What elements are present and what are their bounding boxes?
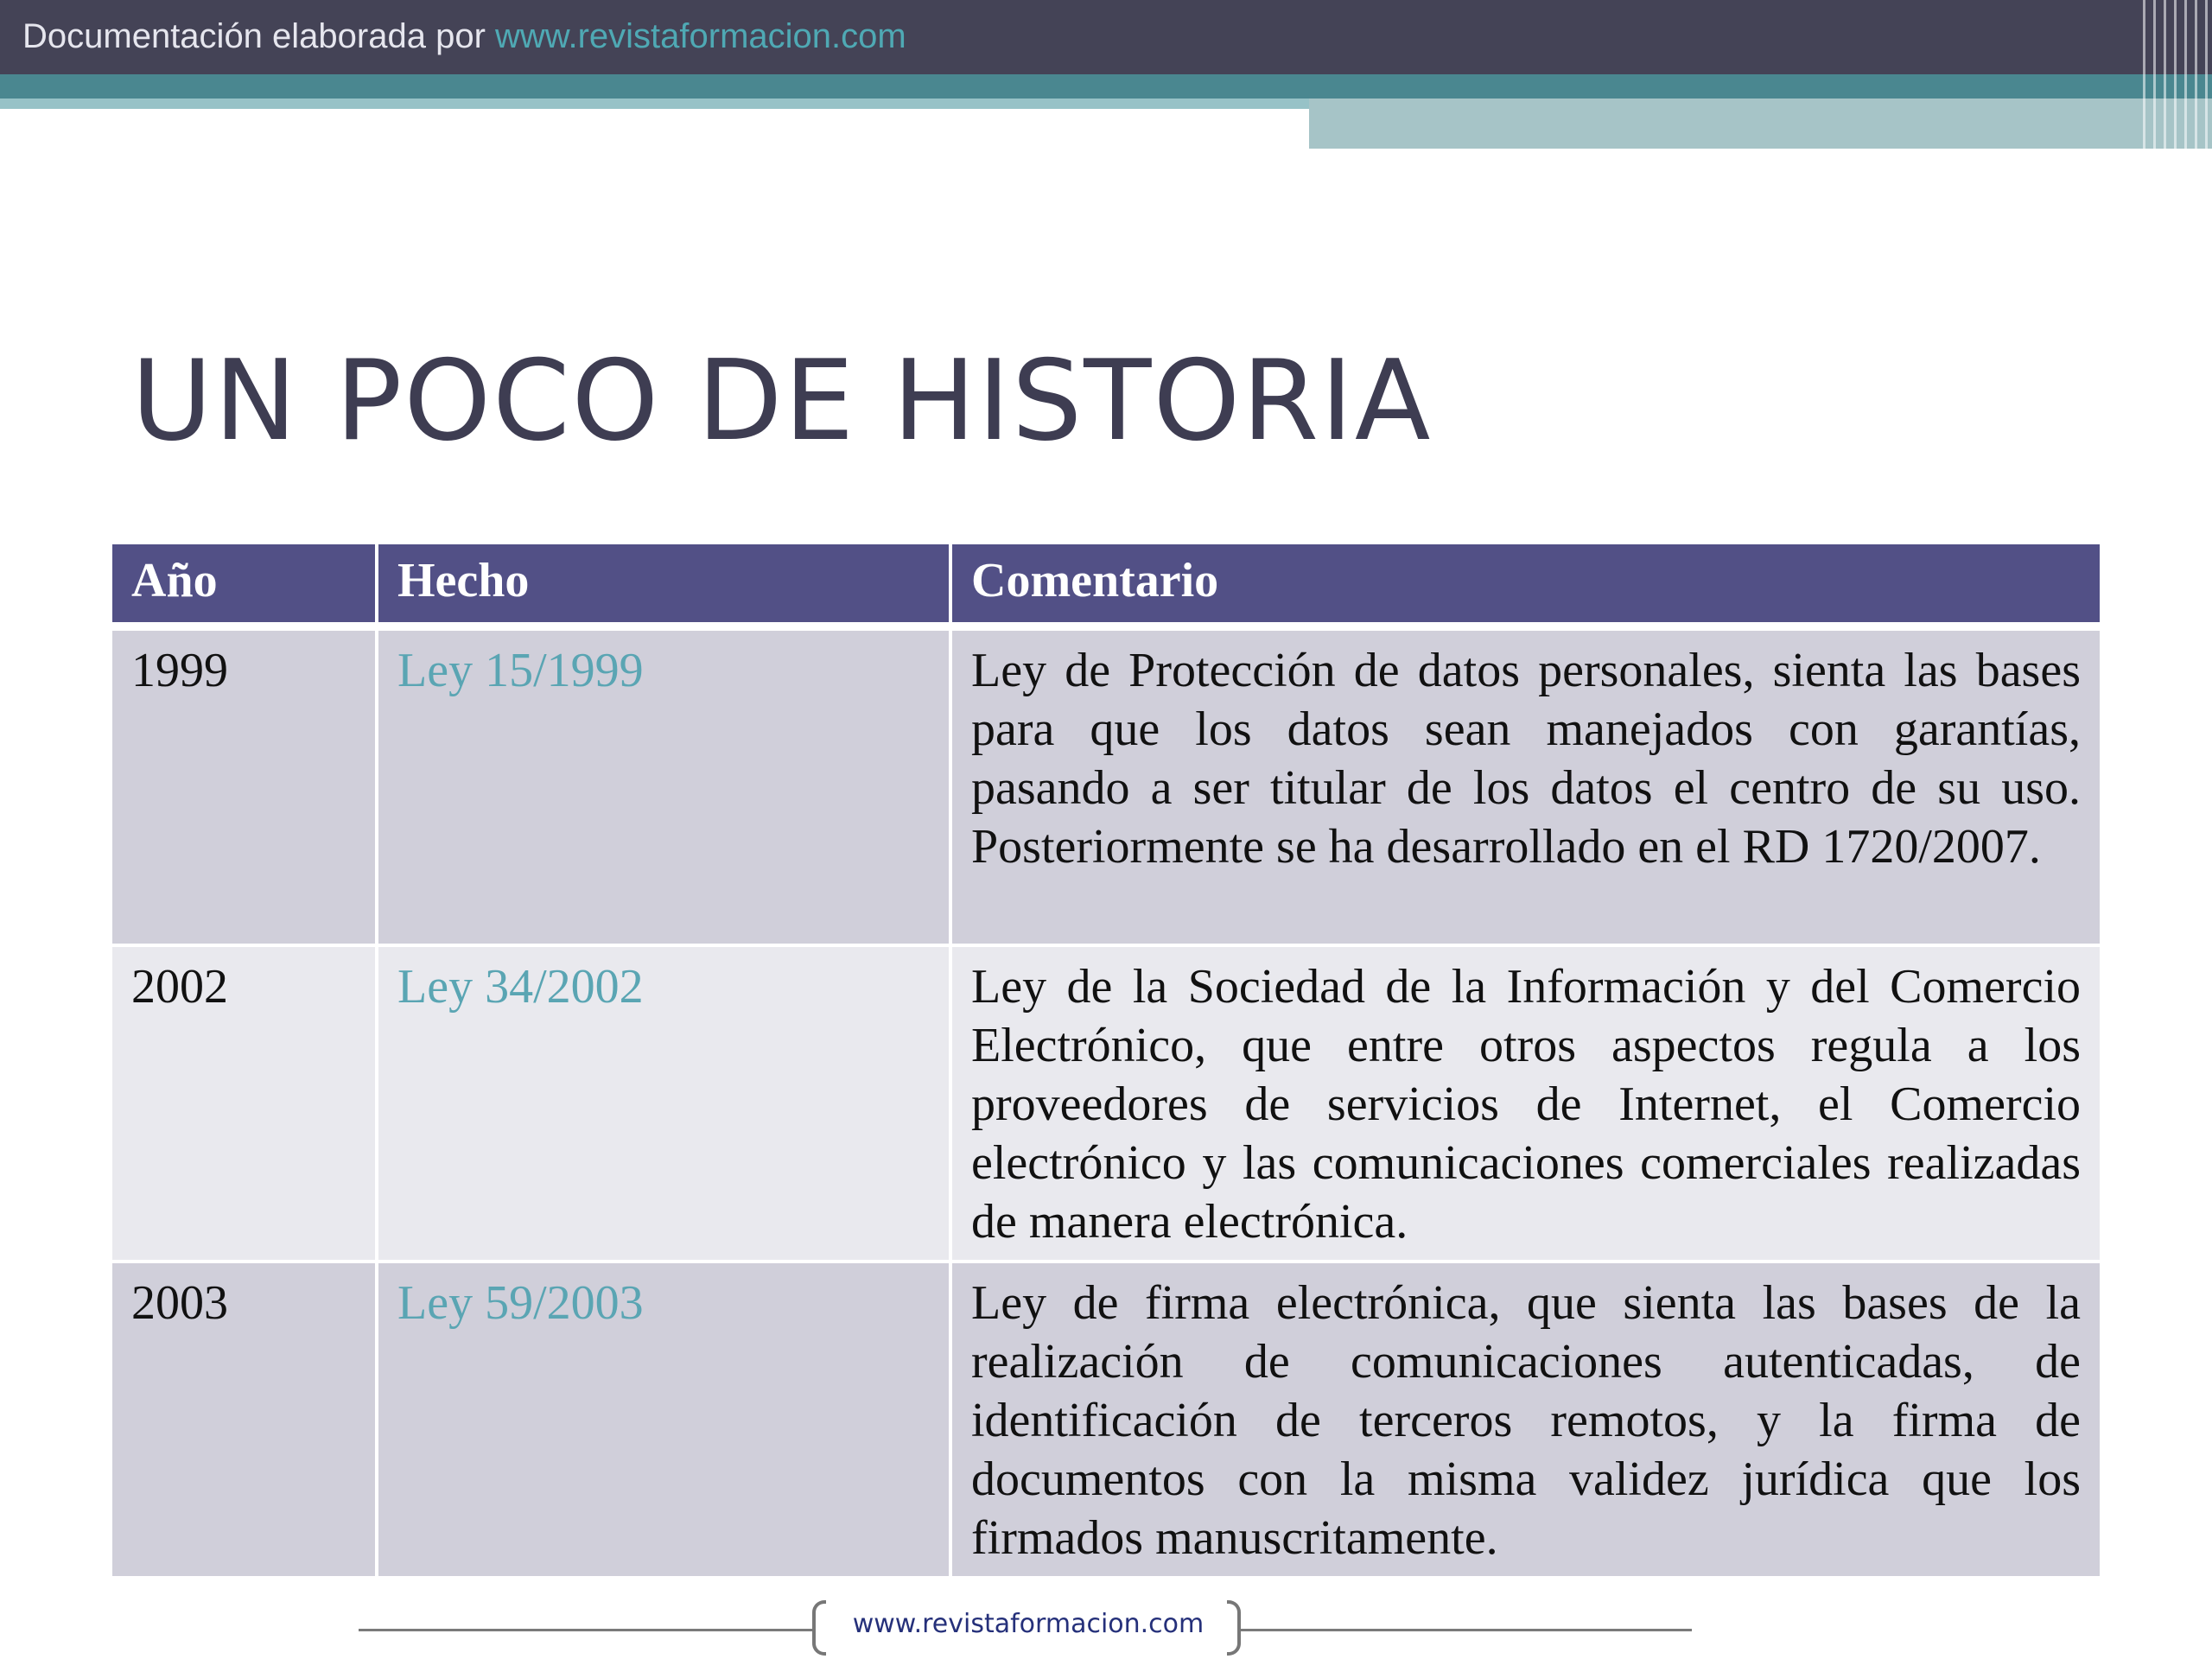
footer-bracket-left [812, 1600, 826, 1656]
teal-stripe [0, 74, 2212, 99]
comment-cell: Ley de la Sociedad de la Información y del Comercio Electrónico, que entre otros aspectos regula a los proveedores de servicios de Internet, el Comercio electrónico y las comunicaciones comerciales realizadas de manera electrónica. [949, 947, 2100, 1263]
light-teal-block [1309, 99, 2212, 149]
credit-link[interactable]: www.revistaformacion.com [495, 17, 906, 55]
column-header-comment: Comentario [949, 544, 2100, 631]
event-cell [375, 631, 949, 947]
law-link[interactable]: Ley 15/1999 [397, 644, 644, 697]
column-header-event: Hecho [375, 544, 949, 631]
credit-text: Documentación elaborada por [22, 17, 496, 55]
law-link[interactable]: Ley 34/2002 [397, 960, 644, 1014]
history-table [112, 544, 2100, 1580]
table-row [112, 947, 2100, 1263]
light-teal-stripe [0, 99, 1309, 109]
credit-line [22, 14, 906, 59]
table-row [112, 631, 2100, 947]
footer-rule-left [359, 1629, 812, 1631]
top-banner [0, 0, 2212, 74]
year-cell: 2003 [112, 1263, 375, 1580]
year-cell: 1999 [112, 631, 375, 947]
table-header-row [112, 544, 2100, 631]
comment-cell: Ley de firma electrónica, que sienta las bases de la realización de comunicaciones autenticadas, de identificación de terceros remotos, y la firma de documentos con la misma validez jurídica que los firmados manuscritamente. [949, 1263, 2100, 1580]
edge-stripes-decoration [2143, 0, 2212, 149]
footer-url[interactable]: www.revistaformacion.com [852, 1609, 1205, 1639]
column-header-year: Año [112, 544, 375, 631]
table-row [112, 1263, 2100, 1580]
year-cell: 2002 [112, 947, 375, 1263]
law-link[interactable]: Ley 59/2003 [397, 1276, 644, 1330]
page-title: UN POCO DE HISTORIA [131, 337, 1433, 466]
footer-rule-right [1238, 1629, 1692, 1631]
footer-bracket-right [1227, 1600, 1241, 1656]
event-cell [375, 947, 949, 1263]
comment-cell: Ley de Protección de datos personales, sienta las bases para que los datos sean manejados con garantías, pasando a ser titular de los datos el centro de su uso. Posteriormente se ha desarrollado en el RD 1720/2007. [949, 631, 2100, 947]
event-cell [375, 1263, 949, 1580]
